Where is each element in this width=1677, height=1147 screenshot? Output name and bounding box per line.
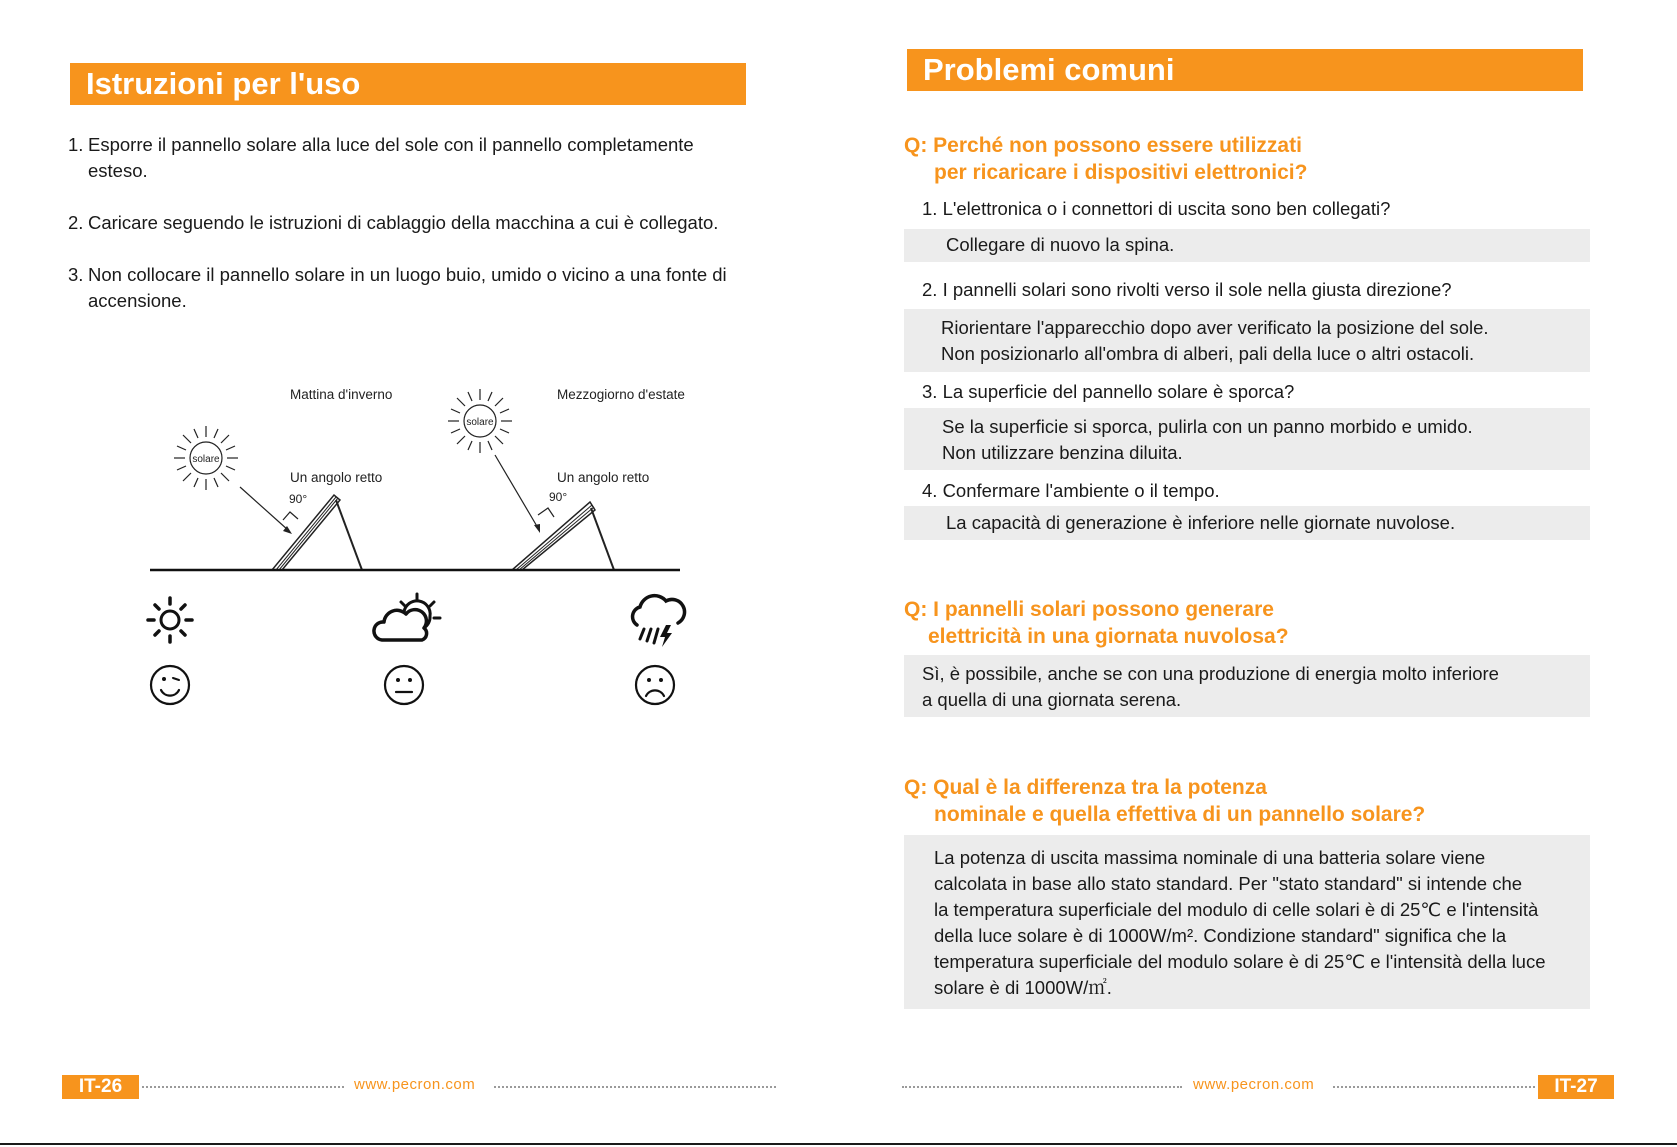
right-page-title: Problemi comuni bbox=[907, 49, 1583, 91]
summer-label: Mezzogiorno d'estate bbox=[557, 387, 685, 402]
step-text: Caricare seguendo le istruzioni di cablaggio della macchina a cui è collegato. bbox=[88, 212, 719, 233]
smiley-neutral-icon bbox=[385, 666, 423, 704]
question-line: per ricaricare i dispositivi elettronici? bbox=[934, 161, 1308, 184]
summer-sun-icon bbox=[448, 389, 512, 453]
instructions-list bbox=[68, 132, 758, 340]
footer-divider bbox=[1333, 1086, 1535, 1088]
check-item: 1. L'elettronica o i connettori di uscita sono ben collegati? bbox=[922, 198, 1391, 219]
answer-box bbox=[904, 309, 1590, 372]
solar-angle-diagram bbox=[140, 375, 720, 715]
check-item: 3. La superficie del pannello solare è sporca? bbox=[922, 381, 1295, 402]
smiley-happy-icon bbox=[151, 666, 189, 704]
step-number: 3. bbox=[68, 264, 84, 285]
footer-divider bbox=[142, 1086, 344, 1088]
right-angle-marker bbox=[538, 508, 554, 517]
answer-line: la temperatura superficiale del modulo di celle solari è di 25℃ e l'intensità bbox=[934, 899, 1539, 920]
answer-box bbox=[904, 655, 1590, 717]
answer-line: Non posizionarlo all'ombra di alberi, pali della luce o altri ostacoli. bbox=[941, 343, 1475, 364]
step-text: Non collocare il pannello solare in un luogo buio, umido o vicino a una fonte di accensione. bbox=[88, 264, 727, 311]
answer-line: La potenza di uscita massima nominale di una batteria solare viene bbox=[934, 847, 1486, 868]
answer-line: Se la superficie si sporca, pulirla con un panno morbido e umido. bbox=[942, 416, 1473, 437]
answer-box bbox=[904, 506, 1590, 540]
instruction-step bbox=[68, 132, 758, 184]
check-item: 4. Confermare l'ambiente o il tempo. bbox=[922, 480, 1220, 501]
question-line: elettricità in una giornata nuvolosa? bbox=[928, 625, 1289, 648]
winter-right-angle-label: Un angolo retto bbox=[290, 470, 383, 485]
answer-box bbox=[904, 408, 1590, 470]
summer-sun-label: solare bbox=[466, 417, 494, 428]
answer-line: Sì, è possibile, anche se con una produzione di energia molto inferiore bbox=[922, 663, 1499, 684]
answer-line: calcolata in base allo stato standard. Per "stato standard" si intende che bbox=[934, 873, 1523, 894]
question-line: Q: Perché non possono essere utilizzati bbox=[904, 134, 1302, 157]
storm-cloud-icon bbox=[633, 596, 685, 647]
summer-solar-panel bbox=[512, 502, 614, 570]
left-page-number: IT-26 bbox=[62, 1075, 139, 1099]
sun-icon bbox=[148, 598, 192, 642]
winter-label: Mattina d'inverno bbox=[290, 387, 393, 402]
summer-sun-ray bbox=[495, 455, 538, 528]
answer-box bbox=[904, 835, 1590, 1009]
winter-solar-panel bbox=[272, 495, 362, 570]
answer-line: La capacità di generazione è inferiore nelle giornate nuvolose. bbox=[946, 512, 1456, 533]
left-footer-site: www.pecron.com bbox=[354, 1076, 476, 1093]
answer-line: Non utilizzare benzina diluita. bbox=[942, 442, 1183, 463]
winter-sun-icon bbox=[174, 426, 238, 490]
right-page-number: IT-27 bbox=[1538, 1075, 1614, 1099]
instruction-step bbox=[68, 210, 758, 236]
winter-angle-value: 90° bbox=[289, 492, 308, 506]
partly-cloudy-icon bbox=[374, 594, 440, 640]
answer-line: Collegare di nuovo la spina. bbox=[946, 234, 1175, 255]
faq-question-3 bbox=[904, 774, 1624, 828]
right-angle-marker bbox=[283, 512, 298, 520]
answer-line: temperatura superficiale del modulo solare è di 25℃ e l'intensità della luce bbox=[934, 951, 1546, 972]
answer-line: Riorientare l'apparecchio dopo aver verificato la posizione del sole. bbox=[941, 317, 1489, 338]
right-footer-site: www.pecron.com bbox=[1193, 1076, 1315, 1093]
arrow-head bbox=[534, 524, 540, 533]
question-line: nominale e quella effettiva di un pannello solare? bbox=[934, 803, 1426, 826]
footer-divider bbox=[494, 1086, 776, 1088]
summer-angle-value: 90° bbox=[549, 490, 568, 504]
step-number: 1. bbox=[68, 134, 84, 155]
winter-sun-label: solare bbox=[192, 454, 220, 465]
instruction-step bbox=[68, 262, 758, 314]
winter-sun-ray bbox=[240, 487, 288, 530]
answer-line: solare è di 1000W/㎡. bbox=[934, 977, 1112, 998]
left-page-title: Istruzioni per l'uso bbox=[70, 63, 746, 105]
answer-line: della luce solare è di 1000W/m². Condizione standard" significa che la bbox=[934, 925, 1507, 946]
check-item: 2. I pannelli solari sono rivolti verso il sole nella giusta direzione? bbox=[922, 279, 1452, 300]
step-number: 2. bbox=[68, 212, 84, 233]
smiley-sad-icon bbox=[636, 666, 674, 704]
answer-line: a quella di una giornata serena. bbox=[922, 689, 1182, 710]
footer-divider bbox=[902, 1086, 1182, 1088]
step-text: Esporre il pannello solare alla luce del sole con il pannello completamente esteso. bbox=[88, 134, 694, 181]
question-line: Q: Qual è la differenza tra la potenza bbox=[904, 776, 1267, 799]
bottom-border bbox=[0, 1143, 1677, 1145]
summer-right-angle-label: Un angolo retto bbox=[557, 470, 650, 485]
answer-box bbox=[904, 229, 1590, 262]
faq-question-2 bbox=[904, 596, 1624, 650]
faq-question-1 bbox=[904, 132, 1624, 186]
question-line: Q: I pannelli solari possono generare bbox=[904, 598, 1274, 621]
